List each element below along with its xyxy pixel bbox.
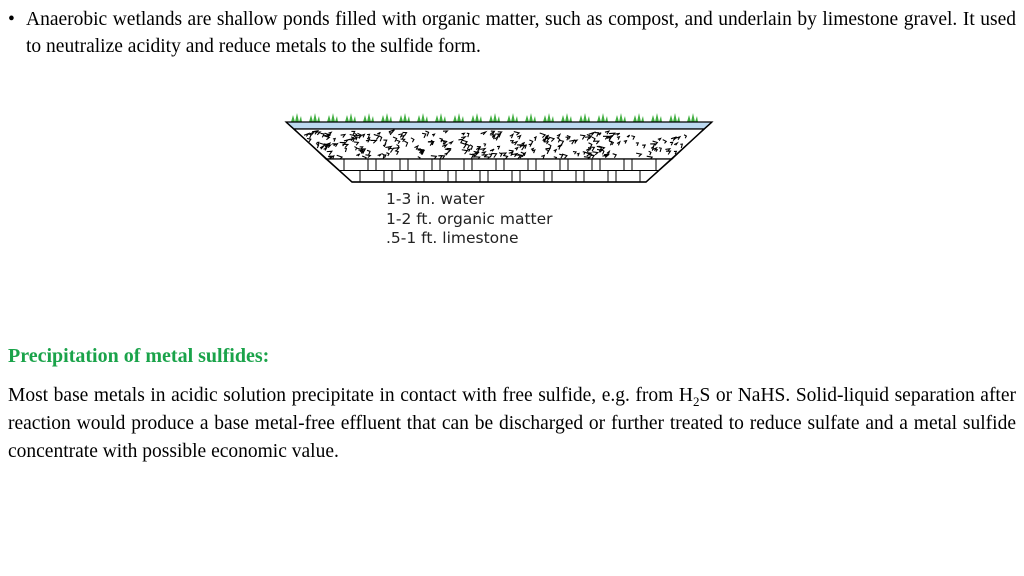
grass-tuft (561, 113, 572, 122)
section-paragraph (8, 382, 1016, 466)
grass-tuft (417, 113, 428, 122)
grass-tuft (597, 113, 608, 122)
legend-water: 1-3 in. water (386, 190, 485, 208)
para-after-subscript: S or NaHS. Solid-liquid separation after reaction would produce a base metal-free effluent that can be discharged or further treated to reduce sulfate and a metal sulfide concentrate with possible economic value. (8, 385, 1017, 462)
grass-tuft (309, 113, 320, 122)
subscript-2: 2 (693, 393, 700, 409)
grass-tuft (543, 113, 554, 122)
wetland-cross-section-diagram (284, 112, 714, 192)
legend-organic-matter: 1-2 ft. organic matter (386, 209, 553, 228)
grass-tuft (615, 113, 626, 122)
grass-tuft (327, 113, 338, 122)
grass-tuft (453, 113, 464, 122)
grass-tuft (345, 113, 356, 122)
grass-tuft (489, 113, 500, 122)
grass-tuft (381, 113, 392, 122)
grass-layer (291, 113, 698, 122)
grass-tuft (471, 113, 482, 122)
grass-tuft (633, 113, 644, 122)
grass-tuft (363, 113, 374, 122)
grass-tuft (525, 113, 536, 122)
diagram-legend (386, 190, 553, 249)
legend-limestone: .5-1 ft. limestone (386, 229, 519, 247)
bullet-text: Anaerobic wetlands are shallow ponds filled with organic matter, such as compost, and underlain by limestone gravel. It used to neutralize acidity and reduce metals to the sulfide form. (26, 9, 1016, 57)
section-heading: Precipitation of metal sulfides: (8, 345, 270, 367)
grass-tuft (651, 113, 662, 122)
water-layer (286, 122, 712, 129)
grass-tuft (399, 113, 410, 122)
grass-tuft (435, 113, 446, 122)
grass-tuft (291, 113, 302, 122)
bullet-block (8, 6, 1016, 60)
grass-tuft (687, 113, 698, 122)
grass-tuft (669, 113, 680, 122)
bullet-marker: • (8, 9, 15, 30)
grass-tuft (579, 113, 590, 122)
para-before-subscript: Most base metals in acidic solution precipitate in contact with free sulfide, e.g. from H (8, 385, 693, 406)
grass-tuft (507, 113, 518, 122)
bullet-row (8, 6, 1016, 60)
